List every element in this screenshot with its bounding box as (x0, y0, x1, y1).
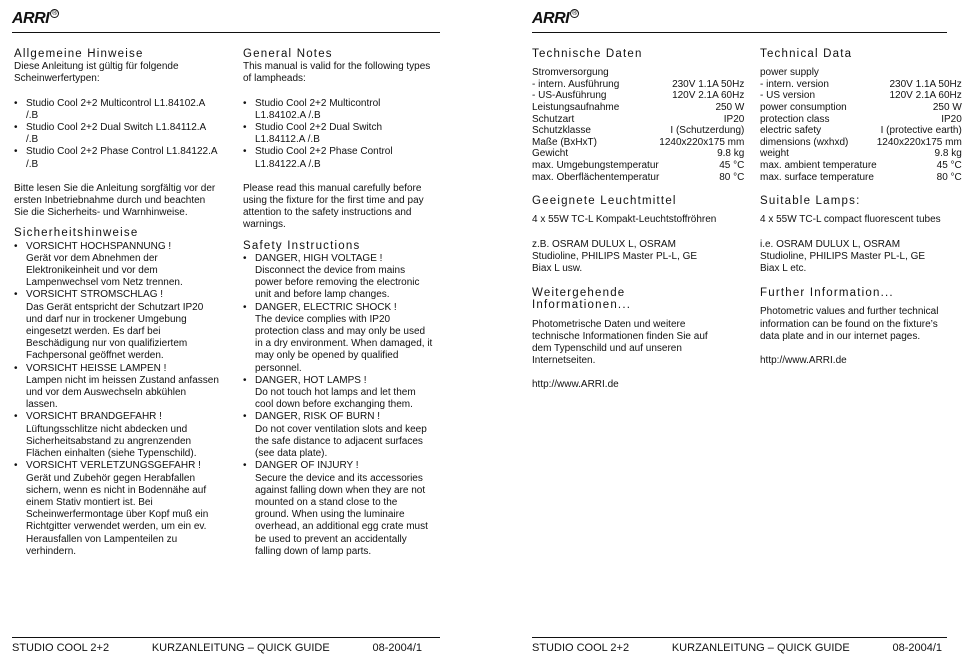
en-tech-table (760, 67, 962, 183)
en-lamps-examples: i.e. OSRAM DULUX L, OSRAM Studioline, PHILIPS Master PL-L, GE Biax L etc. (760, 238, 926, 274)
table-row: Stromversorgung (532, 67, 609, 79)
de-info-text: Photometrische Daten und weitere technische Informationen finden Sie auf dem Typenschild und auf unseren Internetseiten. (532, 318, 708, 367)
bottom-rule (12, 637, 440, 638)
en-url-link[interactable]: http://www.ARRI.de (760, 354, 847, 366)
en-lamps-title: Suitable Lamps: (760, 195, 861, 208)
table-row: Maße (BxHxT) 1240x220x175 mm (532, 136, 745, 148)
list-item: • DANGER, RISK OF BURN ! Do not cover ventilation slots and keep the safe distance to adjacent surfaces (see data plate). (243, 411, 433, 460)
de-general-title: Allgemeine Hinweise (14, 48, 144, 60)
footer-guide: KURZANLEITUNG – QUICK GUIDE (151, 642, 330, 654)
table-row: max. Oberflächentemperatur 80 °C (532, 171, 745, 183)
list-item: • Studio Cool 2+2 Dual Switch L1.84112.A /.B (14, 122, 219, 146)
list-item: • VORSICHT VERLETZUNGSGEFAHR ! Gerät und Zubehör gegen Herabfallen sichern, wenn es nicht in Bodennähe auf einem Stativ montiert ist. Bei Scheinwerfermontage über Kopf muß ein Richtgitter verwendet werden, um ein ev. Herausfallen von Lampenteilen zu verhindern. (14, 460, 219, 558)
table-row: power supply (760, 67, 819, 79)
footer (532, 642, 942, 654)
table-row: - US-Ausführung 120V 2.1A 60Hz (532, 90, 745, 102)
left-page (0, 0, 475, 658)
list-item: • DANGER, HIGH VOLTAGE ! Disconnect the device from mains power before removing the electronic unit and before lamp changes. (243, 253, 433, 302)
de-lamps-text: 4 x 55W TC-L Kompakt-Leuchtstoffröhren (532, 214, 717, 226)
table-row: max. surface temperature 80 °C (760, 171, 962, 183)
table-row: dimensions (wxhxd) 1240x220x175 mm (760, 136, 962, 148)
list-item: • VORSICHT HEISSE LAMPEN ! Lampen nicht im heissen Zustand anfassen und vor dem Auswechseln abkühlen lassen. (14, 363, 219, 412)
table-row: max. ambient temperature 45 °C (760, 159, 962, 171)
bottom-rule (532, 637, 947, 638)
de-general-note: Bitte lesen Sie die Anleitung sorgfältig vor der ersten Inbetriebnahme durch und beachten Sie die Sicherheits- und Warnhinweise. (14, 182, 216, 219)
de-tech-title: Technische Daten (532, 48, 643, 60)
list-item: • VORSICHT BRANDGEFAHR ! Lüftungsschlitze nicht abdecken und Sicherheitsabstand zu angrenzenden Flächen einhalten (siehe Typenschild). (14, 411, 219, 460)
footer-guide: KURZANLEITUNG – QUICK GUIDE (671, 642, 850, 654)
table-row: - intern. Ausführung 230V 1.1A 50Hz (532, 78, 745, 90)
de-lamps-examples: z.B. OSRAM DULUX L, OSRAM Studioline, PHILIPS Master PL-L, GE Biax L usw. (532, 238, 698, 274)
en-safety-title: Safety Instructions (243, 239, 361, 252)
top-rule (12, 32, 440, 33)
table-row: protection class IP20 (760, 113, 962, 125)
footer-date: 08-2004/1 (892, 642, 942, 654)
en-tech-title: Technical Data (760, 48, 853, 60)
table-row: Gewicht 9.8 kg (532, 148, 745, 160)
en-general-intro: This manual is valid for the following types of lampheads: (243, 61, 431, 85)
footer-date: 08-2004/1 (372, 642, 422, 654)
en-info-title: Further Information... (760, 287, 894, 300)
en-general-note: Please read this manual carefully before using the fixture for the first time and pay attention to the safety instructions and warnings. (243, 182, 424, 231)
de-url-link[interactable]: http://www.ARRI.de (532, 379, 619, 391)
de-model-list (14, 98, 219, 171)
right-page (475, 0, 962, 658)
en-safety-list (243, 253, 433, 558)
footer-model: STUDIO COOL 2+2 (532, 642, 630, 654)
list-item: • Studio Cool 2+2 Phase Control L1.84122.A /.B (243, 146, 433, 170)
list-item: • Studio Cool 2+2 Phase Control L1.84122.A /.B (14, 146, 219, 170)
de-general-intro: Diese Anleitung ist gültig für folgende Scheinwerfertypen: (14, 61, 179, 85)
list-item: • DANGER, ELECTRIC SHOCK ! The device complies with IP20 protection class and may only be used in a dry environment. When damaged, it may only be opened by qualified personnel. (243, 302, 433, 375)
en-tech-column (760, 48, 962, 367)
table-row: weight 9.8 kg (760, 148, 962, 160)
list-item: • DANGER, HOT LAMPS ! Do not touch hot lamps and let them cool down before exchanging them. (243, 375, 433, 412)
arri-logo: ARRI ® (12, 10, 57, 27)
top-rule (532, 32, 947, 33)
list-item: • Studio Cool 2+2 Dual Switch L1.84112.A /.B (243, 122, 433, 146)
table-row: electric safety I (protective earth) (760, 125, 962, 137)
list-item: • Studio Cool 2+2 Multicontrol L1.84102.A /.B (14, 98, 219, 122)
table-row: Leistungsaufnahme 250 W (532, 101, 745, 113)
table-row: power consumption 250 W (760, 101, 962, 113)
arri-logo: ARRI ® (532, 10, 577, 27)
table-row: max. Umgebungstemperatur 45 °C (532, 159, 745, 171)
de-general-column (14, 48, 219, 558)
footer-model: STUDIO COOL 2+2 (12, 642, 110, 654)
table-row: - intern. version 230V 1.1A 50Hz (760, 78, 962, 90)
table-row: Schutzart IP20 (532, 113, 745, 125)
table-row: - US version 120V 2.1A 60Hz (760, 90, 962, 102)
en-general-column (243, 48, 433, 558)
de-lamps-title: Geeignete Leuchtmittel (532, 195, 677, 208)
list-item: • VORSICHT HOCHSPANNUNG ! Gerät vor dem Abnehmen der Elektronikeinheit und vor dem Lampenwechsel vom Netz trennen. (14, 241, 219, 290)
list-item: • DANGER OF INJURY ! Secure the device and its accessories against falling down when they are not mounted on a stand close to the ground. When using the luminaire overhead, an additional egg crate must be used to prevent an accidentally falling down of lamp parts. (243, 460, 433, 558)
list-item: • Studio Cool 2+2 Multicontrol L1.84102.A /.B (243, 98, 433, 122)
de-tech-column (532, 48, 745, 392)
en-general-title: General Notes (243, 48, 333, 60)
de-tech-table (532, 67, 744, 183)
table-row: Schutzklasse I (Schutzerdung) (532, 125, 745, 137)
de-safety-title: Sicherheitshinweise (14, 227, 139, 240)
list-item: • VORSICHT STROMSCHLAG ! Das Gerät entspricht der Schutzart IP20 und darf nur in trockener Umgebung eingesetzt werden. Es darf bei Beschädigung nur von qualifiziertem Fachpersonal geöffnet werden. (14, 289, 219, 362)
de-info-title: Weitergehende Informationen... (532, 287, 632, 312)
en-model-list (243, 98, 433, 171)
en-info-text: Photometric values and further technical information can be found on the fixture’s data plate and in our internet pages. (760, 306, 939, 342)
de-safety-list (14, 241, 219, 558)
en-lamps-text: 4 x 55W TC-L compact fluorescent tubes (760, 214, 941, 226)
footer (12, 642, 422, 654)
